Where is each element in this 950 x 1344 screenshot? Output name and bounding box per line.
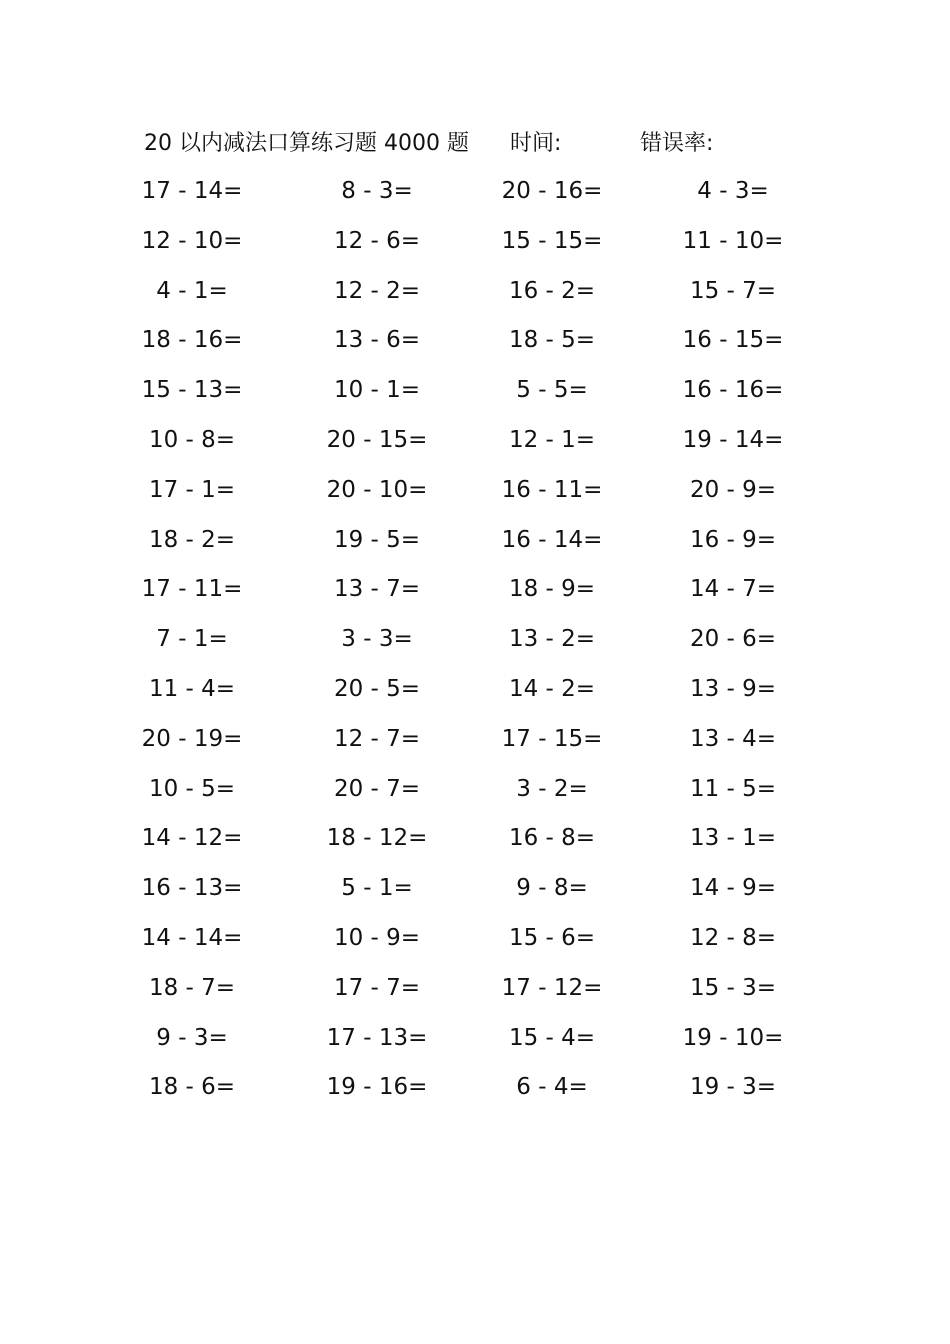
- problem-item: 14 - 2=: [508, 675, 596, 702]
- problem-item: 14 - 7=: [689, 576, 777, 603]
- problem-item: 16 - 8=: [508, 825, 596, 852]
- problem-item: 5 - 5=: [516, 377, 588, 404]
- problem-row: [0, 171, 950, 221]
- problem-item: 16 - 9=: [689, 526, 777, 553]
- problem-item: 20 - 15=: [326, 426, 428, 453]
- problem-item: 4 - 1=: [156, 277, 228, 304]
- problem-item: 16 - 2=: [508, 277, 596, 304]
- problem-item: 19 - 5=: [333, 526, 421, 553]
- problem-item: 10 - 1=: [333, 377, 421, 404]
- problem-item: 20 - 7=: [333, 775, 421, 802]
- problem-item: 6 - 4=: [516, 1074, 588, 1101]
- problem-item: 15 - 13=: [141, 377, 243, 404]
- problem-row: [0, 370, 950, 420]
- problem-item: 17 - 11=: [141, 576, 243, 603]
- problem-row: [0, 221, 950, 271]
- problem-item: 15 - 3=: [689, 974, 777, 1001]
- problem-item: 16 - 15=: [682, 327, 784, 354]
- problem-item: 17 - 7=: [333, 974, 421, 1001]
- problem-item: 12 - 7=: [333, 725, 421, 752]
- problem-item: 11 - 5=: [689, 775, 777, 802]
- problem-row: [0, 470, 950, 520]
- problem-item: 20 - 6=: [689, 626, 777, 653]
- problem-item: 10 - 5=: [148, 775, 236, 802]
- problem-row: [0, 520, 950, 570]
- problem-item: 19 - 16=: [326, 1074, 428, 1101]
- problem-item: 5 - 1=: [341, 875, 413, 902]
- problem-row: [0, 271, 950, 321]
- problem-item: 9 - 3=: [156, 1024, 228, 1051]
- problem-item: 14 - 9=: [689, 875, 777, 902]
- problem-item: 13 - 6=: [333, 327, 421, 354]
- problem-item: 19 - 14=: [682, 426, 784, 453]
- time-label: 时间:: [510, 131, 562, 156]
- problem-item: 17 - 1=: [148, 476, 236, 503]
- problem-item: 18 - 9=: [508, 576, 596, 603]
- problem-row: [0, 719, 950, 769]
- problem-item: 16 - 14=: [501, 526, 603, 553]
- problem-item: 17 - 14=: [141, 178, 243, 204]
- worksheet-header: [144, 124, 844, 164]
- problem-item: 8 - 3=: [341, 178, 413, 204]
- problem-item: 17 - 12=: [501, 974, 603, 1001]
- problem-item: 10 - 8=: [148, 426, 236, 453]
- problem-item: 20 - 19=: [141, 725, 243, 752]
- problem-item: 3 - 2=: [516, 775, 588, 802]
- problem-row: [0, 818, 950, 868]
- problem-row: [0, 420, 950, 470]
- problem-item: 14 - 14=: [141, 924, 243, 951]
- problem-item: 15 - 4=: [508, 1024, 596, 1051]
- problem-item: 20 - 9=: [689, 476, 777, 503]
- problem-item: 20 - 16=: [501, 178, 603, 204]
- problem-item: 15 - 6=: [508, 924, 596, 951]
- problem-grid: [0, 171, 950, 1117]
- problem-row: [0, 868, 950, 918]
- problem-item: 11 - 4=: [148, 675, 236, 702]
- problem-row: [0, 1067, 950, 1117]
- problem-item: 16 - 13=: [141, 875, 243, 902]
- problem-item: 9 - 8=: [516, 875, 588, 902]
- problem-item: 12 - 2=: [333, 277, 421, 304]
- problem-row: [0, 619, 950, 669]
- problem-item: 18 - 12=: [326, 825, 428, 852]
- problem-item: 20 - 5=: [333, 675, 421, 702]
- problem-row: [0, 320, 950, 370]
- problem-item: 16 - 16=: [682, 377, 784, 404]
- problem-item: 13 - 2=: [508, 626, 596, 653]
- problem-row: [0, 769, 950, 819]
- problem-item: 15 - 15=: [501, 227, 603, 254]
- problem-item: 17 - 15=: [501, 725, 603, 752]
- problem-item: 12 - 8=: [689, 924, 777, 951]
- error-rate-label: 错误率:: [640, 131, 714, 156]
- problem-item: 14 - 12=: [141, 825, 243, 852]
- problem-item: 19 - 3=: [689, 1074, 777, 1101]
- problem-item: 4 - 3=: [697, 178, 769, 204]
- problem-item: 16 - 11=: [501, 476, 603, 503]
- problem-item: 7 - 1=: [156, 626, 228, 653]
- problem-item: 18 - 16=: [141, 327, 243, 354]
- problem-item: 13 - 7=: [333, 576, 421, 603]
- problem-item: 12 - 6=: [333, 227, 421, 254]
- problem-item: 12 - 1=: [508, 426, 596, 453]
- problem-item: 11 - 10=: [682, 227, 784, 254]
- problem-item: 13 - 4=: [689, 725, 777, 752]
- problem-item: 18 - 5=: [508, 327, 596, 354]
- problem-item: 10 - 9=: [333, 924, 421, 951]
- problem-row: [0, 918, 950, 968]
- problem-item: 3 - 3=: [341, 626, 413, 653]
- problem-item: 20 - 10=: [326, 476, 428, 503]
- problem-item: 19 - 10=: [682, 1024, 784, 1051]
- problem-item: 18 - 2=: [148, 526, 236, 553]
- problem-row: [0, 669, 950, 719]
- worksheet-title: 20 以内减法口算练习题 4000 题: [144, 131, 469, 156]
- problem-row: [0, 569, 950, 619]
- problem-row: [0, 968, 950, 1018]
- problem-item: 17 - 13=: [326, 1024, 428, 1051]
- problem-item: 15 - 7=: [689, 277, 777, 304]
- problem-row: [0, 1018, 950, 1068]
- problem-item: 13 - 1=: [689, 825, 777, 852]
- problem-item: 18 - 7=: [148, 974, 236, 1001]
- problem-item: 13 - 9=: [689, 675, 777, 702]
- problem-item: 12 - 10=: [141, 227, 243, 254]
- problem-item: 18 - 6=: [148, 1074, 236, 1101]
